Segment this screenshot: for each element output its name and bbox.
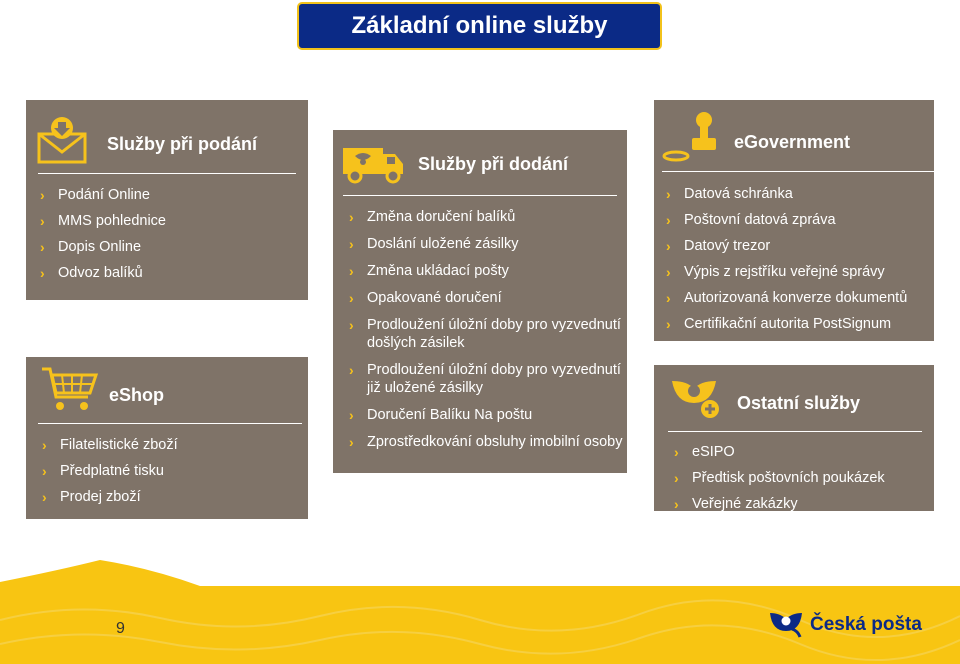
panel-title: Služby při dodání [418,154,569,174]
shopping-cart-icon [40,365,100,413]
list-item[interactable]: › Prodloužení úložní doby pro vyzvednutí již uložené zásilky [349,362,621,396]
panel-title: Služby při podání [107,134,258,154]
list-item[interactable]: › Prodej zboží [42,489,141,505]
list-item[interactable]: › Certifikační autorita PostSignum [666,316,892,332]
service-list [38,186,166,290]
stamp-icon [662,108,720,162]
post-horn-icon [768,611,804,639]
panel-egovernment [654,100,934,341]
divider [343,195,617,196]
list-item[interactable]: › Doslání uložené zásilky [349,236,519,252]
panel-title: eGovernment [734,132,851,152]
panel-title: eShop [109,385,165,405]
list-item[interactable]: › Prodloužení úložní doby pro vyzvednutí došlých zásilek [349,317,621,351]
envelope-download-icon [36,116,88,164]
panel-sluzby-pri-podani [26,100,308,300]
ceska-posta-logo [768,610,922,640]
service-list [664,185,934,341]
list-item[interactable]: › Předtisk poštovních poukázek [674,470,885,486]
list-item[interactable]: › Změna ukládací pošty [349,263,509,279]
service-list [672,443,885,511]
panel-sluzby-pri-dodani [333,130,627,473]
slide-title: Základní online služby [297,2,662,50]
list-item[interactable]: › Filatelistické zboží [42,437,178,453]
service-list [347,208,623,460]
list-item[interactable]: › Datový trezor [666,238,771,254]
divider [668,431,922,432]
list-item[interactable]: › Opakované doručení [349,290,502,306]
divider [662,171,934,172]
list-item[interactable]: › Výpis z rejstříku veřejné správy [666,264,885,280]
list-item[interactable]: › Autorizovaná konverze dokumentů [666,290,908,306]
logo-text: Česká pošta [810,614,922,635]
divider [38,423,302,424]
page-number: 9 [116,620,125,637]
list-item[interactable]: › Zprostředkování obsluhy imobilní osoby [349,434,623,450]
panel-ostatni-sluzby [654,365,934,511]
panel-title: Ostatní služby [737,393,861,413]
divider [38,173,296,174]
list-item[interactable]: › Odvoz balíků [40,265,143,281]
post-horn-plus-icon [668,377,724,421]
list-item[interactable]: › eSIPO [674,444,735,460]
service-list [40,436,178,514]
list-item[interactable]: › Podání Online [40,187,150,203]
delivery-truck-icon [341,142,407,184]
list-item[interactable]: › Poštovní datová zpráva [666,212,836,228]
list-item[interactable]: › Doručení Balíku Na poštu [349,407,533,423]
panel-eshop [26,357,308,519]
list-item[interactable]: › Dopis Online [40,239,142,255]
list-item[interactable]: › MMS pohlednice [40,213,166,229]
list-item[interactable]: › Datová schránka [666,186,793,202]
list-item[interactable]: › Veřejné zakázky [674,496,798,511]
list-item[interactable]: › Předplatné tisku [42,463,164,479]
list-item[interactable]: › Změna doručení balíků [349,209,516,225]
